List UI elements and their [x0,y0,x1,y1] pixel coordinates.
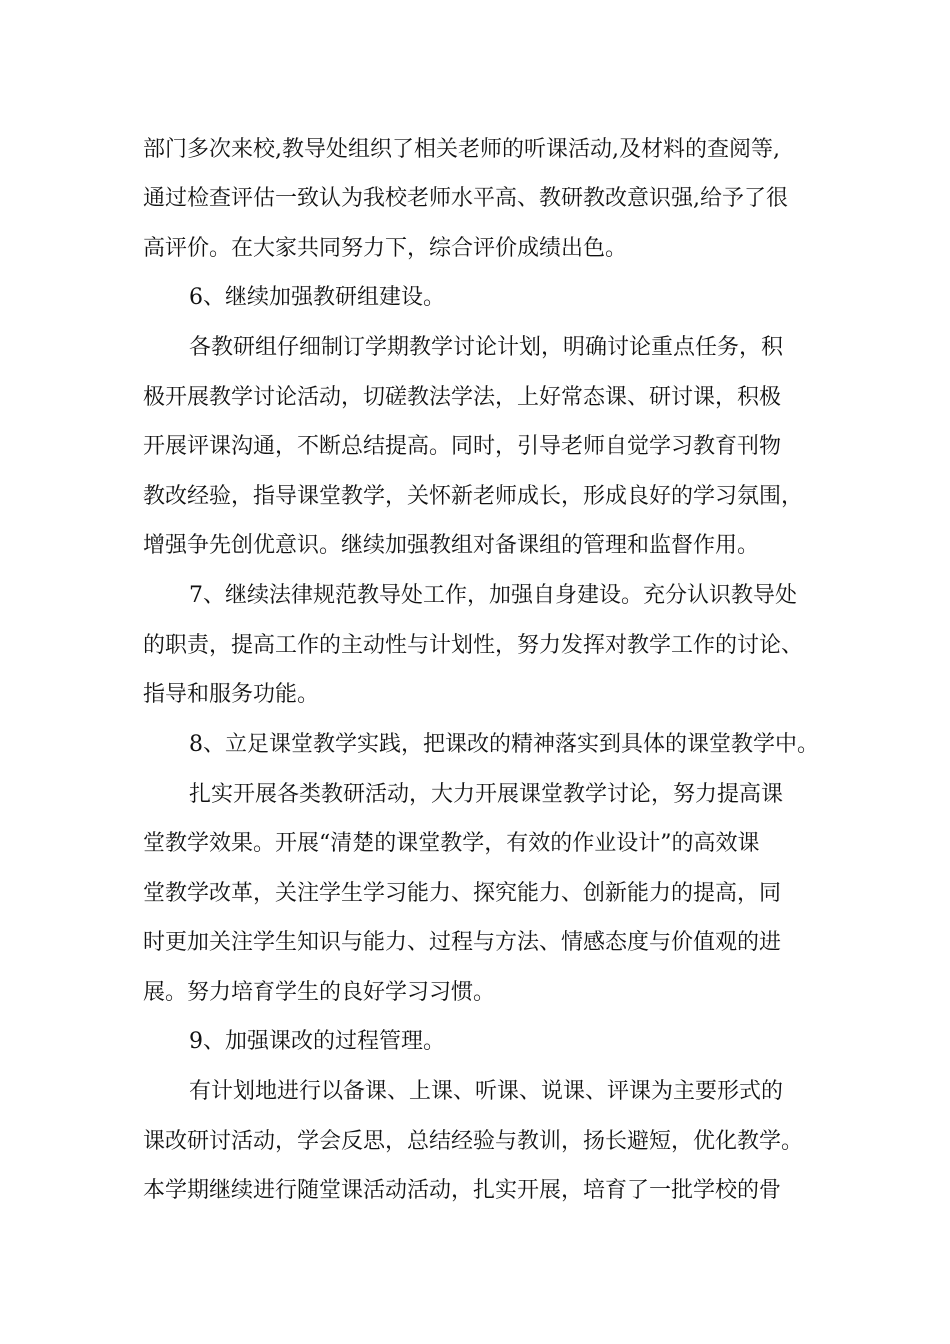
section-heading: 9、加强课改的过程管理。 [189,1029,445,1054]
text-line: 课改研讨活动，学会反思，总结经验与教训，扬长避短，优化教学。 [143,1129,804,1154]
text-line: 指导和服务功能。 [143,682,320,707]
text-line: 有计划地进行以备课、上课、听课、说课、评课为主要形式的 [189,1079,784,1104]
text-line: 时更加关注学生知识与能力、过程与方法、情感态度与价值观的进 [143,930,782,955]
text-line: 展。努力培育学生的良好学习习惯。 [143,980,496,1005]
text-line: 极开展教学讨论活动，切磋教法学法，上好常态课、研讨课，积极 [143,385,782,410]
text-line: 开展评课沟通，不断总结提高。同时，引导老师自觉学习教育刊物 [143,434,782,459]
text-line: 通过检查评估一致认为我校老师水平高、教研教改意识强,给予了很 [143,186,788,211]
text-line: 扎实开展各类教研活动，大力开展课堂教学讨论，努力提高课 [189,782,784,807]
text-line: 本学期继续进行随堂课活动活动，扎实开展，培育了一批学校的骨 [143,1178,782,1203]
text-line: 堂教学效果。开展“清楚的课堂教学，有效的作业设计”的高效课 [143,831,760,856]
text-line: 各教研组仔细制订学期教学讨论计划，明确讨论重点任务，积 [189,335,784,360]
section-heading: 8、立足课堂教学实践，把课改的精神落实到具体的课堂教学中。 [189,732,819,757]
section-heading: 6、继续加强教研组建设。 [189,285,445,310]
text-line: 教改经验，指导课堂教学，关怀新老师成长，形成良好的学习氛围， [143,484,804,509]
section-heading: 7、继续法律规范教导处工作，加强自身建设。充分认识教导处 [189,583,797,608]
text-line: 的职责，提高工作的主动性与计划性，努力发挥对教学工作的讨论、 [143,633,804,658]
text-line: 增强争先创优意识。继续加强教组对备课组的管理和监督作用。 [143,533,760,558]
text-line: 堂教学改革，关注学生学习能力、探究能力、创新能力的提高，同 [143,881,782,906]
text-line: 部门多次来校,教导处组织了相关老师的听课活动,及材料的查阅等, [143,137,780,162]
text-line: 高评价。在大家共同努力下，综合评价成绩出色。 [143,236,628,261]
